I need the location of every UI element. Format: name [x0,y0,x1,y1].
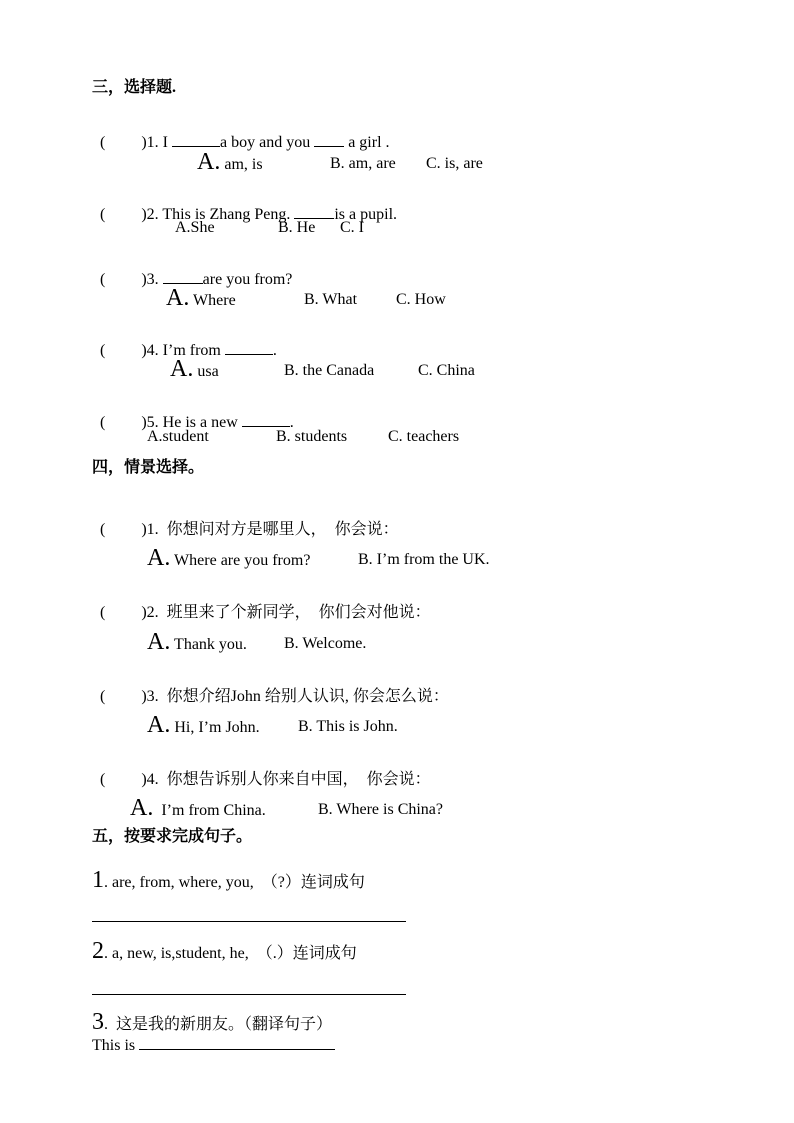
option-c: C. is, are [426,155,483,172]
option-b: B. Welcome. [284,635,367,652]
option-b: B. am, are [330,155,396,172]
option-c: C. I [340,219,364,236]
option-a: A. Thank you. [147,629,247,655]
option-c: C. teachers [388,428,460,445]
question-row: ( )1. I a boy and you a girl . [100,134,390,151]
sentence-task-1: 1. are, from, where, you, （?）连词成句 [92,867,365,893]
option-a: A.student [147,428,209,445]
option-a: A. Hi, I’m John. [147,712,260,738]
question-row: ( )3. 你想介绍John 给别人认识, 你会怎么说： [100,688,449,705]
blank[interactable] [294,204,334,219]
option-a: A. I’m from China. [130,795,266,821]
sentence-task-2: 2. a, new, is,student, he, （.）连词成句 [92,938,357,964]
option-b: B. students [276,428,348,445]
option-a: A. usa [170,356,219,382]
answer-line-1[interactable] [92,921,406,922]
option-a: A.She [175,219,215,236]
answer-paren[interactable]: ( ) [100,342,147,359]
answer-paren[interactable]: ( ) [100,521,147,538]
answer-paren[interactable]: ( ) [100,134,147,151]
question-row: ( )2. This is Zhang Peng. is a pupil. [100,206,398,223]
option-a: A. am, is [197,149,263,175]
question-row: ( )3. are you from? [100,271,293,288]
option-b: B. He [278,219,316,236]
sentence-task-3: 3. 这是我的新朋友。（翻译句子） [92,1009,333,1035]
option-b: B. This is John. [298,718,398,735]
option-a: A. Where are you from? [147,545,311,571]
answer-paren[interactable]: ( ) [100,771,147,788]
option-c: C. China [418,362,475,379]
option-c: C. How [396,291,446,308]
blank-2[interactable] [314,132,344,147]
question-row: ( )4. I’m from . [100,342,277,359]
answer-row-3: This is [92,1035,335,1054]
question-row: ( )1. 你想问对方是哪里人， 你会说： [100,521,399,538]
blank[interactable] [242,412,290,427]
answer-paren[interactable]: ( ) [100,206,147,223]
section3-title: 三，选择题. [92,79,177,96]
option-b: B. What [304,291,358,308]
answer-paren[interactable]: ( ) [100,604,147,621]
section5-title: 五，按要求完成句子。 [92,828,253,845]
blank[interactable] [225,340,273,355]
question-row: ( )5. He is a new . [100,414,294,431]
answer-line-3[interactable] [139,1035,335,1050]
answer-paren[interactable]: ( ) [100,688,147,705]
section4-title: 四，情景选择。 [92,459,205,476]
option-b: B. I’m from the UK. [358,551,490,568]
option-b: B. Where is China? [318,801,444,818]
option-a: A. Where [166,285,236,311]
answer-line-2[interactable] [92,994,406,995]
blank[interactable] [163,269,203,284]
answer-paren[interactable]: ( ) [100,271,147,288]
option-b: B. the Canada [284,362,375,379]
question-row: ( )2. 班里来了个新同学， 你们会对他说： [100,604,431,621]
answer-paren[interactable]: ( ) [100,414,147,431]
blank-1[interactable] [172,132,220,147]
question-row: ( )4. 你想告诉别人你来自中国， 你会说： [100,771,431,788]
